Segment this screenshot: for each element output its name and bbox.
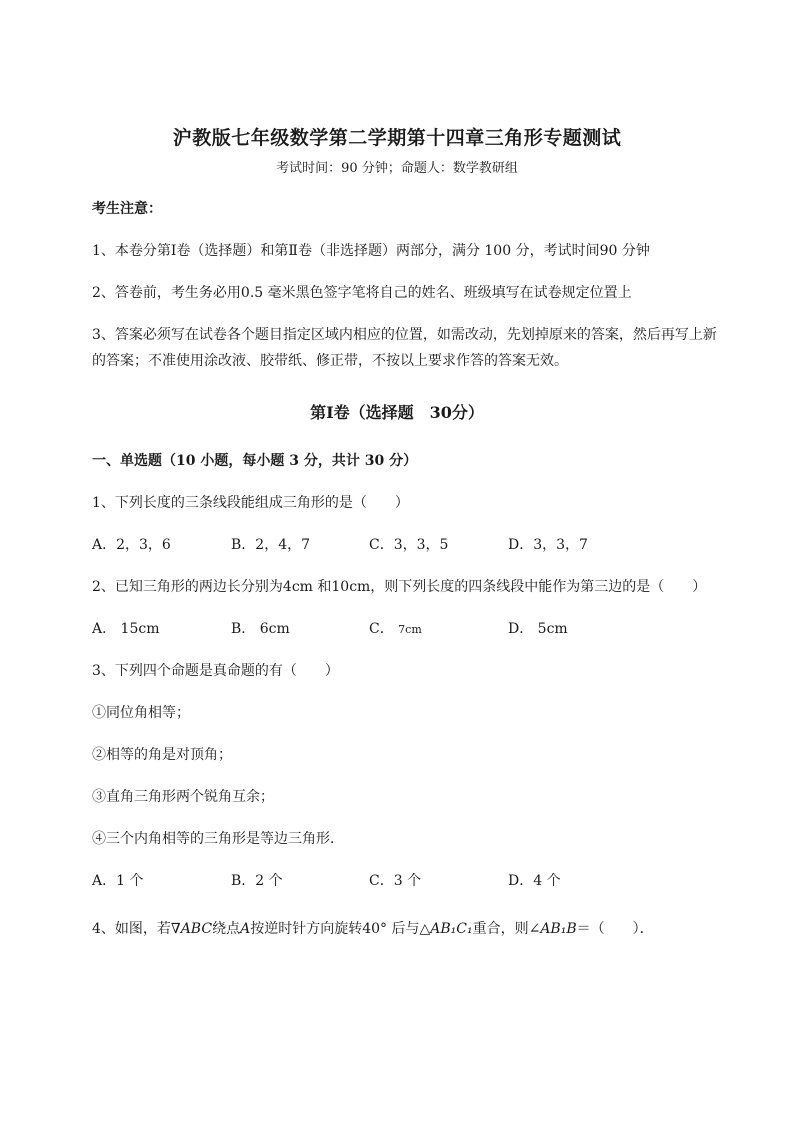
statement: ③直角三角形两个锐角互余；	[92, 789, 274, 805]
option-d[interactable]: D． 5cm	[508, 621, 568, 637]
option-c-value: 7cm	[398, 623, 422, 636]
triangle-ab1c1: AB₁C₁	[430, 921, 473, 937]
notice-item: 3、答案必须写在试卷各个题目指定区域内相应的位置，如需改动，先划掉原来的答案，然后再写上新	[92, 327, 717, 343]
part-heading: 一、单选题（10 小题，每小题 3 分，共计 30 分）	[92, 453, 418, 469]
triangle-abc: ∇ABC	[170, 921, 213, 937]
section-title: 第Ⅰ卷（选择题 30分）	[310, 403, 484, 422]
stem-text: ＝（ ）．	[576, 921, 654, 937]
option-b[interactable]: B．2 个	[231, 873, 283, 889]
notice-item: 2、答卷前，考生务必用0.5 毫米黑色签字笔将自己的姓名、班级填写在试卷规定位置上	[92, 285, 632, 301]
option-d[interactable]: D．4 个	[508, 873, 561, 889]
option-c-label: C．	[369, 621, 399, 637]
page-title: 沪教版七年级数学第二学期第十四章三角形专题测试	[172, 127, 622, 149]
statement: ④三个内角相等的三角形是等边三角形．	[92, 831, 344, 847]
stem-text: 绕点	[212, 921, 241, 937]
question-stem	[92, 920, 654, 938]
notice-item: 1、本卷分第Ⅰ卷（选择题）和第Ⅱ卷（非选择题）两部分，满分 100 分，考试时间90 分钟	[92, 243, 650, 259]
option-c[interactable]: C．3 个	[369, 873, 422, 889]
exam-info: 考试时间：90 分钟；命题人：数学教研组	[276, 161, 518, 176]
question-stem: 1、下列长度的三条线段能组成三角形的是（ ）	[92, 495, 409, 511]
notice-heading: 考生注意：	[92, 201, 162, 217]
option-a[interactable]: A． 15cm	[92, 621, 160, 637]
option-a[interactable]: A．1 个	[92, 873, 144, 889]
point-a: A	[240, 921, 251, 937]
question-stem: 2、已知三角形的两边长分别为4cm 和10cm，则下列长度的四条线段中能作为第三边的是（ ）	[92, 579, 707, 595]
statement: ①同位角相等；	[92, 705, 190, 721]
option-b[interactable]: B．2，4，7	[231, 537, 311, 553]
stem-text: 按逆时针方向旋转40° 后与△	[250, 921, 431, 937]
angle-ab1b: AB₁B	[540, 921, 577, 937]
option-d[interactable]: D．3，3，7	[508, 537, 588, 553]
stem-text: 重合，则∠	[472, 921, 541, 937]
question-stem: 3、下列四个命题是真命题的有（ ）	[92, 663, 339, 679]
option-c[interactable]: C．3，3，5	[369, 537, 449, 553]
option-a[interactable]: A．2，3，6	[92, 537, 171, 553]
notice-item: 的答案；不准使用涂改液、胶带纸、修正带，不按以上要求作答的答案无效。	[92, 353, 568, 369]
statement: ②相等的角是对顶角；	[92, 747, 232, 763]
option-c[interactable]	[369, 620, 422, 639]
option-b[interactable]: B． 6cm	[231, 621, 290, 637]
stem-text: 4、如图，若	[92, 921, 171, 937]
